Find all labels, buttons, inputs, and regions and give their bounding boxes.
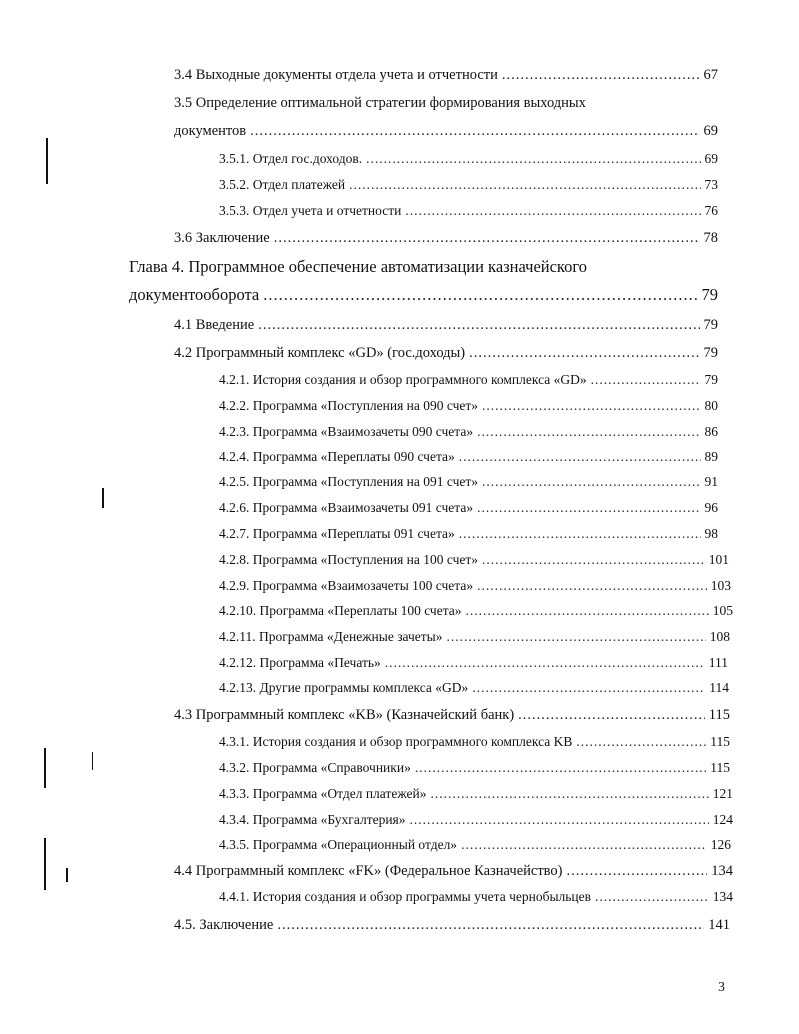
- toc-entry-3-5-1: [219, 148, 718, 170]
- toc-entry-page: 69: [703, 123, 718, 139]
- toc-entry-title: 3.4 Выходные документы отдела учета и отчетности: [174, 67, 498, 83]
- toc-entry-title: 4.2.2. Программа «Поступления на 090 счет»: [219, 398, 479, 413]
- toc-entry-title: 4.2.13. Другие программы комплекса «GD»: [219, 680, 469, 695]
- toc-entry-title: 3.5.2. Отдел платежей: [219, 177, 346, 192]
- toc-entry-4-3-4: [219, 809, 733, 831]
- toc-entry-title: документооборота: [129, 285, 260, 304]
- toc-entry-4-2-5: [219, 471, 718, 493]
- toc-entry-page: 115: [710, 760, 730, 775]
- toc-entry-page: 96: [704, 500, 718, 515]
- dot-leader: [466, 600, 709, 622]
- toc-entry-3-5-line1: 3.5 Определение оптимальной стратегии формирования выходных: [174, 95, 586, 111]
- dot-leader: [477, 421, 700, 443]
- dot-leader: [385, 652, 705, 674]
- toc-entry-page: 103: [710, 578, 731, 593]
- dot-leader: [595, 886, 709, 908]
- toc-entry-page: 105: [712, 603, 733, 618]
- toc-entry-4-2-13: [219, 677, 729, 699]
- toc-entry-4-2-6: [219, 497, 718, 519]
- dot-leader: [482, 549, 705, 571]
- toc-entry-page: 115: [708, 707, 730, 723]
- toc-entry-title: 4.2.4. Программа «Переплаты 090 счета»: [219, 449, 455, 464]
- toc-entry-page: 108: [709, 629, 730, 644]
- dot-leader: [518, 704, 705, 726]
- toc-entry-title: 4.2.8. Программа «Поступления на 100 счет»: [219, 552, 479, 567]
- toc-entry-4-2-7: [219, 523, 718, 545]
- dot-leader: [482, 395, 700, 417]
- toc-entry-3-5-2: [219, 174, 718, 196]
- toc-entry-title: 4.2.3. Программа «Взаимозачеты 090 счета»: [219, 424, 474, 439]
- toc-entry-4-3-2: [219, 757, 730, 779]
- toc-entry-4-5: [174, 914, 730, 936]
- toc-entry-page: 79: [703, 317, 718, 333]
- toc-entry-page: 134: [712, 889, 733, 904]
- toc-entry-4-4: [174, 860, 733, 882]
- toc-entry-title: 4.4.1. История создания и обзор программы учета чернобыльцев: [219, 889, 592, 904]
- dot-leader: [502, 64, 700, 86]
- toc-entry-page: 121: [712, 786, 733, 801]
- toc-entry-title: 4.3 Программный комплекс «KB» (Казначейский банк): [174, 707, 515, 723]
- toc-entry-page: 89: [704, 449, 718, 464]
- dot-leader: [258, 314, 699, 336]
- dot-leader: [566, 860, 707, 882]
- toc-entry-4-3-3: [219, 783, 733, 805]
- toc-entry-title: 4.2.1. История создания и обзор программного комплекса «GD»: [219, 372, 587, 387]
- toc-entry-title: 4.1 Введение: [174, 317, 255, 333]
- toc-entry-title: 4.5. Заключение: [174, 917, 274, 933]
- toc-entry-4-2-1: [219, 369, 718, 391]
- toc-entry-3-5: [174, 120, 718, 142]
- toc-entry-title: 4.2 Программный комплекс «GD» (гос.доходы): [174, 345, 466, 361]
- toc-entry-title: 4.3.1. История создания и обзор программного комплекса KB: [219, 734, 573, 749]
- dot-leader: [250, 120, 699, 142]
- toc-entry-4-2-4: [219, 446, 718, 468]
- toc-entry-page: 67: [703, 67, 718, 83]
- toc-entry-title: 4.3.4. Программа «Бухгалтерия»: [219, 812, 406, 827]
- scan-mark: [44, 748, 46, 788]
- toc-entry-4-1: [174, 314, 718, 336]
- scan-mark: [102, 488, 104, 508]
- toc-entry-4-4-1: [219, 886, 733, 908]
- dot-leader: [410, 809, 709, 831]
- dot-leader: [274, 227, 700, 249]
- toc-entry-title: 3.5.1. Отдел гос.доходов.: [219, 151, 363, 166]
- dot-leader: [447, 626, 706, 648]
- toc-entry-4-3: [174, 704, 730, 726]
- toc-entry-4-2-8: [219, 549, 729, 571]
- toc-entry-page: 98: [704, 526, 718, 541]
- toc-entry-4-2: [174, 342, 718, 364]
- toc-entry-page: 115: [710, 734, 730, 749]
- toc-entry-page: 69: [704, 151, 718, 166]
- toc-entry-4-2-12: [219, 652, 728, 674]
- toc-entry-title: 4.4 Программный комплекс «FK» (Федеральное Казначейство): [174, 863, 563, 879]
- toc-entry-4-2-10: [219, 600, 733, 622]
- dot-leader: [277, 914, 704, 936]
- dot-leader: [349, 174, 700, 196]
- dot-leader: [405, 200, 700, 222]
- dot-leader: [366, 148, 700, 170]
- toc-entry-title: 4.3.5. Программа «Операционный отдел»: [219, 837, 458, 852]
- toc-entry-page: 79: [701, 285, 718, 304]
- toc-entry-page: 73: [704, 177, 718, 192]
- toc-entry-title: 3.6 Заключение: [174, 230, 270, 246]
- toc-entry-page: 80: [704, 398, 718, 413]
- toc-entry-title: 4.2.9. Программа «Взаимозачеты 100 счета»: [219, 578, 474, 593]
- toc-entry-page: 79: [703, 345, 718, 361]
- toc-entry-title: 4.2.6. Программа «Взаимозачеты 091 счета»: [219, 500, 474, 515]
- dot-leader: [576, 731, 706, 753]
- dot-leader: [415, 757, 706, 779]
- toc-entry-page: 86: [704, 424, 718, 439]
- scan-mark: [66, 868, 68, 882]
- scan-mark: [44, 838, 46, 890]
- toc-entry-4-2-3: [219, 421, 718, 443]
- dot-leader: [461, 834, 707, 856]
- dot-leader: [472, 677, 705, 699]
- toc-entry-title: 4.2.12. Программа «Печать»: [219, 655, 381, 670]
- toc-entry-title: 4.3.3. Программа «Отдел платежей»: [219, 786, 427, 801]
- dot-leader: [459, 523, 701, 545]
- toc-entry-page: 91: [704, 474, 718, 489]
- scan-mark: [92, 752, 93, 770]
- dot-leader: [459, 446, 701, 468]
- dot-leader: [482, 471, 700, 493]
- dot-leader: [263, 284, 697, 306]
- dot-leader: [430, 783, 708, 805]
- toc-entry-page: 78: [703, 230, 718, 246]
- toc-entry-3-4: [174, 64, 718, 86]
- toc-entry-3-6: [174, 227, 718, 249]
- dot-leader: [477, 575, 707, 597]
- scan-mark: [46, 138, 48, 184]
- toc-entry-page: 111: [708, 655, 728, 670]
- toc-entry-3-5-3: [219, 200, 718, 222]
- toc-entry-4-3-1: [219, 731, 730, 753]
- toc-chapter-4: [129, 284, 718, 306]
- toc-entry-title: документов: [174, 123, 247, 139]
- toc-entry-page: 79: [704, 372, 718, 387]
- toc-entry-4-2-9: [219, 575, 731, 597]
- toc-entry-page: 141: [708, 917, 730, 933]
- toc-entry-page: 114: [709, 680, 729, 695]
- toc-entry-title: 3.5.3. Отдел учета и отчетности: [219, 203, 402, 218]
- toc-entry-title: 4.2.11. Программа «Денежные зачеты»: [219, 629, 443, 644]
- toc-entry-page: 126: [710, 837, 731, 852]
- toc-entry-page: 76: [704, 203, 718, 218]
- toc-entry-title: 4.2.7. Программа «Переплаты 091 счета»: [219, 526, 455, 541]
- toc-entry-title: 4.2.5. Программа «Поступления на 091 счет»: [219, 474, 479, 489]
- toc-entry-title: 4.3.2. Программа «Справочники»: [219, 760, 411, 775]
- dot-leader: [477, 497, 700, 519]
- toc-entry-4-3-5: [219, 834, 731, 856]
- toc-entry-4-2-2: [219, 395, 718, 417]
- dot-leader: [591, 369, 701, 391]
- toc-entry-4-2-11: [219, 626, 730, 648]
- dot-leader: [469, 342, 699, 364]
- toc-entry-page: 134: [711, 863, 733, 879]
- toc-entry-page: 101: [708, 552, 729, 567]
- page-number: 3: [718, 980, 725, 995]
- toc-chapter-4-line1: Глава 4. Программное обеспечение автоматизации казначейского: [129, 257, 587, 276]
- toc-entry-page: 124: [712, 812, 733, 827]
- toc-entry-title: 4.2.10. Программа «Переплаты 100 счета»: [219, 603, 462, 618]
